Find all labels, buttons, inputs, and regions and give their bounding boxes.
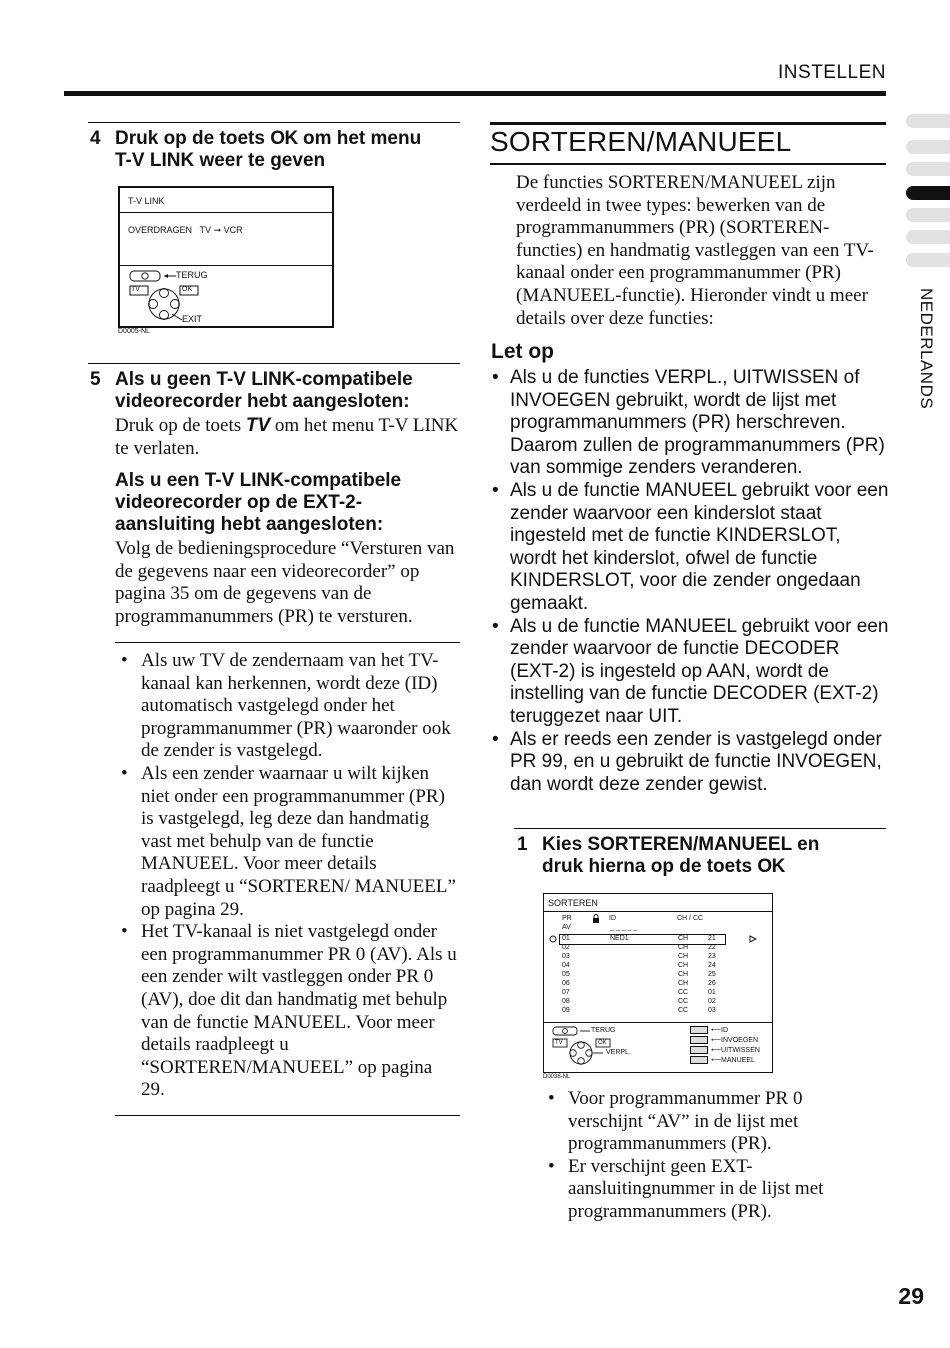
section-intro: De functies SORTEREN/MANUEEL zijn verdeeld in twee types: bewerken van de programmanummers (PR) (SORTEREN-functies) en handmatig vastleggen van een TV-kanaal onder een programmanummer (PR) (MANUEEL-functie). Hieronder vindt u meer details over deze functies: — [516, 172, 874, 329]
legend-label-text: INVOEGEN — [721, 1037, 758, 1044]
row-type: CC — [678, 989, 689, 996]
screen-divider — [120, 212, 332, 213]
row-pr: 07 — [562, 989, 570, 996]
row-id — [610, 997, 678, 1006]
step5-body-text: Druk op de toets — [115, 415, 246, 436]
note-item: • Er verschijnt geen EXT-aansluitingnummer in de lijst met programmanummers (PR). — [542, 1156, 882, 1224]
side-tab-marker — [906, 140, 950, 154]
caution-item: • Als u de functie MANUEEL gebruikt voor een zender waarvoor een kinderslot staat ingesteld met de functie KINDERSLOT, wordt het kinderslot, ofwel de functie KINDERSLOT, voor die zender ongedaan gemaakt. — [490, 480, 890, 616]
navigation-ring-icon — [570, 1042, 592, 1064]
row-number: 25 — [708, 971, 716, 978]
tvlink-screen — [118, 186, 334, 328]
row-type: CH — [678, 953, 689, 960]
step-rule — [88, 122, 460, 123]
table-row — [562, 988, 732, 997]
step4-heading-text: om het menu — [297, 128, 422, 149]
figure-code: D0005-NL — [118, 328, 150, 335]
step-number: 4 — [90, 128, 101, 149]
screen-divider — [544, 911, 772, 912]
step5-heading-b: Als u een T-V LINK-compatibele videorecorder op de EXT-2-aansluiting hebt aangesloten: — [115, 470, 402, 535]
section-header-label: INSTELLEN — [778, 62, 886, 83]
step5-heading-a: Als u geen T-V LINK-compatibele videorecorder hebt aangesloten: — [115, 369, 413, 412]
caution-item: • Als er reeds een zender is vastgelegd onder PR 99, en u gebruikt de functie INVOEGEN, dan wordt deze zender gewist. — [490, 729, 890, 797]
row-number: 21 — [708, 935, 716, 942]
row-number: 24 — [708, 962, 716, 969]
row-type: CC — [678, 1007, 689, 1014]
transfer-to: VCR — [223, 225, 243, 235]
move-label: VERPL. — [606, 1049, 631, 1056]
column-header-channel: CH / CC — [677, 915, 704, 922]
section-title-bottom-rule — [490, 163, 886, 165]
row-id: NED1 — [610, 935, 629, 942]
back-label: TERUG — [176, 270, 208, 280]
row-pr: 03 — [562, 953, 570, 960]
legend-label: ⟵ID — [711, 1027, 729, 1034]
row-id — [610, 979, 678, 988]
remote-keys-diagram — [550, 1025, 630, 1069]
screen-title: T-V LINK — [128, 196, 165, 206]
transfer-label: OVERDRAGEN — [128, 225, 193, 235]
side-tab-marker — [906, 162, 950, 176]
row-pr: 01 — [562, 935, 570, 942]
side-tab-marker — [906, 253, 950, 267]
notes-bottom-rule — [115, 1115, 460, 1116]
row-pr: 04 — [562, 962, 570, 969]
color-key-swatch — [690, 1036, 708, 1044]
page-number: 29 — [898, 1283, 924, 1309]
step5-body-b: Volg de bedieningsprocedure “Versturen van de gegevens naar een videorecorder” op pagina 35 om de gegevens van de programmanummers (PR) te versturen. — [115, 538, 455, 627]
row-type: CH — [678, 935, 689, 942]
step-number: 1 — [517, 834, 528, 855]
step4-heading-text: Druk op de toets — [115, 128, 271, 149]
legend-item — [690, 1045, 770, 1055]
table-row — [562, 997, 732, 1006]
exit-label: EXIT — [182, 314, 203, 324]
figure-code: D0038-NL — [543, 1074, 571, 1080]
header-rule — [64, 91, 886, 96]
side-tab-marker-active — [906, 186, 950, 200]
color-key-swatch — [690, 1026, 708, 1034]
legend-label-text: UITWISSEN — [721, 1047, 760, 1054]
step1-heading-text: Kies SORTEREN/MANUEEL en — [542, 834, 820, 855]
step4-heading-text: T-V LINK weer te geven — [115, 150, 326, 171]
row-number: 03 — [708, 1007, 716, 1014]
note-item: • Als uw TV de zendernaam van het TV-kanaal kan herkennen, wordt deze (ID) automatisch vastgelegd onder het programmanummer (PR) waaronder ook de zender is vastgelegd. — [115, 650, 460, 763]
row-type: CC — [678, 998, 689, 1005]
row-id — [610, 1006, 678, 1015]
note-item: • Voor programmanummer PR 0 verschijnt “AV” in de lijst met programmanummers (PR). — [542, 1088, 882, 1156]
step5-body-a — [115, 415, 460, 460]
row-id — [610, 943, 678, 952]
legend-item — [690, 1055, 770, 1065]
step4-heading — [115, 128, 460, 172]
legend-item — [690, 1035, 770, 1045]
back-label: TERUG — [591, 1027, 616, 1034]
right-notes-list — [542, 1088, 882, 1224]
row-id — [610, 988, 678, 997]
note-item: • Het TV-kanaal is niet vastgelegd onder een programmanummer PR 0 (AV). Als u een zender wilt vastleggen onder PR 0 (AV), doe dit dan handmatig met behulp van de functie MANUEEL. Voor meer details raadpleegt u “SORTEREN/MANUEEL” op pagina 29. — [115, 921, 460, 1102]
table-row — [562, 970, 732, 979]
arrow-icon: ➞ — [213, 225, 222, 235]
row-id — [610, 952, 678, 961]
legend-label-text: MANUEEL — [721, 1057, 755, 1064]
side-tab-marker — [906, 208, 950, 222]
step-number: 5 — [90, 369, 101, 390]
sort-screen — [543, 893, 773, 1073]
selection-circle-icon — [549, 935, 557, 943]
step5-body-text: om het menu T-V LINK te verlaten. — [115, 415, 459, 459]
note-item: • Als een zender waarnaar u wilt kijken niet onder een programmanummer (PR) is vastgelegd, leg deze dan handmatig vast met behulp van de functie MANUEEL. Voor meer details raadpleegt u “SORTEREN/ MANUEEL” op pagina 29. — [115, 763, 460, 921]
row-id — [610, 961, 678, 970]
color-key-legend — [690, 1025, 770, 1065]
screen-divider — [120, 265, 332, 266]
tv-key-label: TV — [131, 286, 140, 293]
av-id-placeholder: _ _ _ _ _ — [610, 924, 638, 931]
channel-table — [562, 934, 732, 1015]
lock-icon — [592, 914, 600, 924]
ok-key-glyph: OK — [757, 856, 785, 877]
step1-heading-text: druk hierna op de toets — [542, 856, 758, 877]
row-number: 01 — [708, 989, 716, 996]
legend-item — [690, 1025, 770, 1035]
step-rule — [514, 828, 886, 829]
side-tab-marker — [906, 230, 950, 244]
row-number: 22 — [708, 944, 716, 951]
table-row — [562, 979, 732, 988]
notes-top-rule — [115, 642, 460, 643]
caution-item: • Als u de functies VERPL., UITWISSEN of INVOEGEN gebruikt, wordt de lijst met programmanummers (PR) herschreven. Daarom zullen de programmanummers (PR) van sommige zenders veranderen. — [490, 367, 890, 480]
legend-label: ⟵UITWISSEN — [711, 1047, 760, 1054]
row-number: 02 — [708, 998, 716, 1005]
table-row — [562, 943, 732, 952]
caution-list — [490, 367, 890, 796]
navigation-ring-icon — [149, 289, 179, 319]
color-key-swatch — [690, 1056, 708, 1064]
column-header-pr: PR — [562, 915, 572, 922]
row-pr: 02 — [562, 944, 570, 951]
row-pr: 05 — [562, 971, 570, 978]
ok-key-glyph: OK — [270, 128, 298, 149]
row-type: CH — [678, 971, 689, 978]
row-type: CH — [678, 944, 689, 951]
left-notes-list — [115, 650, 460, 1102]
tv-key-glyph: TV — [245, 415, 271, 436]
ok-key-label: OK — [182, 286, 193, 293]
side-tab-marker — [906, 114, 950, 128]
transfer-row — [128, 225, 243, 236]
screen-title: SORTEREN — [548, 898, 598, 908]
table-row — [562, 934, 732, 943]
step-rule — [88, 363, 460, 364]
legend-label-text: ID — [721, 1027, 729, 1034]
caution-item: • Als u de functie MANUEEL gebruikt voor een zender waarvoor de functie DECODER (EXT-2) is ingesteld op AAN, wordt de instelling van de functie DECODER (EXT-2) teruggezet naar UIT. — [490, 616, 890, 729]
screen-divider — [544, 1022, 772, 1023]
right-arrow-icon — [749, 935, 757, 943]
color-key-swatch — [690, 1046, 708, 1054]
table-row — [562, 961, 732, 970]
step1-heading — [542, 834, 886, 878]
side-language-label: NEDERLANDS — [917, 288, 936, 410]
row-number: 23 — [708, 953, 716, 960]
row-pr: 09 — [562, 1007, 570, 1014]
section-title: SORTEREN/MANUEEL — [490, 126, 792, 157]
ok-key-label: OK — [598, 1040, 607, 1046]
section-title-top-rule — [490, 122, 886, 125]
transfer-from: TV — [199, 225, 212, 235]
table-row — [562, 1006, 732, 1015]
row-pr: 08 — [562, 998, 570, 1005]
av-label: AV — [562, 924, 571, 931]
row-type: CH — [678, 962, 689, 969]
tv-key-label: TV — [555, 1040, 563, 1046]
legend-label: ⟵INVOEGEN — [711, 1037, 758, 1044]
row-pr: 06 — [562, 980, 570, 987]
row-number: 26 — [708, 980, 716, 987]
row-id — [610, 970, 678, 979]
row-type: CH — [678, 980, 689, 987]
table-row — [562, 952, 732, 961]
caution-heading: Let op — [491, 340, 554, 363]
legend-label: ⟵MANUEEL — [711, 1057, 755, 1064]
column-header-id: ID — [609, 915, 616, 922]
